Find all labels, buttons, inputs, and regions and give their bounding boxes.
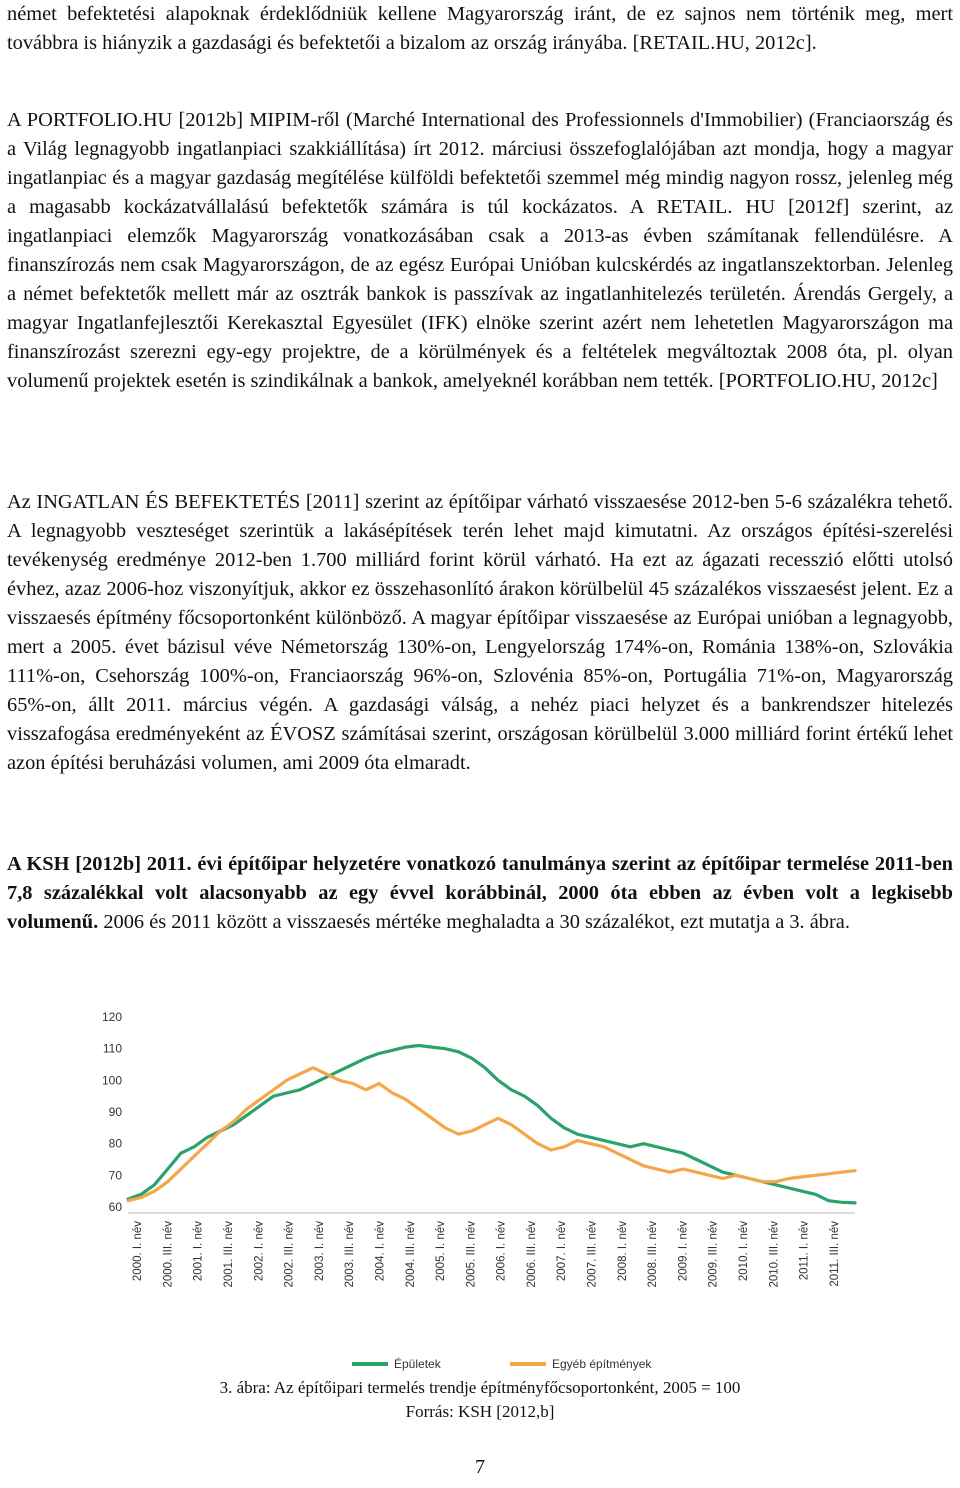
x-tick-label: 2003. I. név xyxy=(313,1221,326,1282)
y-tick-label: 60 xyxy=(108,1200,122,1214)
series-line-egyeb xyxy=(128,1068,855,1201)
page-number: 7 xyxy=(475,1456,485,1478)
x-tick-label: 2003. III. név xyxy=(344,1221,357,1288)
x-tick-label: 2000. I. név xyxy=(132,1221,145,1282)
paragraph-3: Az INGATLAN ÉS BEFEKTETÉS [2011] szerint az építőipar várható visszaesése 2012-ben 5-6 százalékra tehető. A legnagyobb veszteséget szerintük a lakásépítések terén lehet majd kimutatni. Az országos építési-szerelési tevékenység eredménye 2012-ben 1.700 milliárd forint körül várható. Ha ezt az ágazati recesszió előtti utolsó évhez, azaz 2006-hoz viszonyítjuk, akkor ez összehasonlító árakon körülbelül 45 százalékos visszaesést jelent. Ez a visszaesés építmény főcsoportonként különböző. A magyar építőipar visszaesése az Európai unióban a legnagyobb, mert a 2005. évet bázisul véve Németország 130%-on, Lengyelország 174%-on, Románia 138%-on, Szlovákia 111%-on, Csehország 100%-on, Franciaország 96%-on, Szlovénia 85%-on, Portugália 71%-on, Magyarország 65%-on, állt 2011. március végén. A gazdasági válság, a nehéz piaci helyzet és a bankrendszer hitelezés visszafogása eredményeként az ÉVOSZ számításai szerint, országosan körülbelül 3.000 milliárd forint értékű lehet azon építési beruházási volumen, ami 2009 óta elmaradt. xyxy=(7,491,953,774)
y-tick-label: 80 xyxy=(108,1136,122,1151)
x-tick-label: 2002. III. név xyxy=(283,1221,296,1288)
y-tick-label: 70 xyxy=(108,1168,122,1183)
paragraph-2: A PORTFOLIO.HU [2012b] MIPIM-ről (Marché International des Professionnels d'Immobilier) (Franciaország és a Világ legnagyobb ingatlanpiaci szakkiállítása) írt 2012. márciusi összefoglalójában azt mondja, hogy a magyar ingatlanpiac és a magyar gazdaság megítélése külföldi befektetői szemmel még mindig nagyon rossz, jelenleg még a magasabb kockázatvállalású befektetők számára is túl kockázatos. A RETAIL. HU [2012f] szerint, az ingatlanpiaci elemzők Magyarország vonatkozásában csak a 2013-as évben számítanak fellendülésre. A finanszírozás nem csak Magyarországon, de az egész Európai Unióban kulcskérdés az ingatlanszektorban. Jelenleg a német befektetők mellett már az osztrák bankok is passzívak az ingatlanhitelezés területén. Árendás Gergely, a magyar Ingatlanfejlesztői Kerekasztal Egyesület (IFK) elnöke szerint azért nem lehetetlen Magyarországon ma finanszírozást szerezni egy-egy projektre, de a körülmények és a feltételek megváltoztak 2008 óta, pl. olyan volumenű projektek esetén is szindikálnak a bankok, amelyeknél korábban nem tették. [PORTFOLIO.HU, 2012c] xyxy=(7,109,953,392)
paragraph-4-normal: 2006 és 2011 között a visszaesés mértéke meghaladta a 30 százalékot, ezt mutatja a 3. ábra. xyxy=(98,911,850,933)
construction-trend-chart xyxy=(90,1000,870,1380)
x-tick-label: 2004. III. név xyxy=(404,1221,417,1288)
y-tick-label: 100 xyxy=(101,1073,122,1088)
legend-label: Épületek xyxy=(394,1357,441,1371)
x-tick-label: 2009. I. név xyxy=(677,1221,690,1282)
x-tick-label: 2007. III. név xyxy=(586,1221,599,1288)
paragraph-1: német befektetési alapoknak érdeklődniük kellene Magyarország iránt, de ez sajnos nem történik meg, mert továbbra is hiányzik a gazdasági és befektetői a bizalom az ország irányába. [RETAIL.HU, 2012c]. xyxy=(7,3,953,54)
x-tick-label: 2005. I. név xyxy=(435,1221,448,1282)
x-tick-label: 2001. I. név xyxy=(192,1221,205,1282)
x-tick-label: 2004. I. név xyxy=(374,1221,387,1282)
paragraph-4-bold: A KSH [2012b] 2011. évi építőipar helyzetére vonatkozó tanulmánya szerint az építőipar termelése 2011-ben 7,8 százalékkal volt alacsonyabb az egy évvel korábbinál, 2000 óta ebben az évben volt a legkisebb volumenű. xyxy=(7,853,953,933)
x-tick-label: 2010. III. név xyxy=(768,1221,781,1288)
x-tick-label: 2009. III. név xyxy=(707,1221,720,1288)
y-tick-label: 90 xyxy=(108,1105,122,1119)
figure-source: Forrás: KSH [2012,b] xyxy=(405,1402,555,1421)
x-tick-label: 2010. I. név xyxy=(737,1221,750,1282)
x-tick-label: 2002. I. név xyxy=(253,1221,266,1282)
x-tick-label: 2000. III. név xyxy=(162,1221,175,1288)
x-tick-label: 2008. III. név xyxy=(647,1221,660,1288)
x-tick-label: 2011. III. név xyxy=(828,1221,841,1287)
legend-label: Egyéb építmények xyxy=(552,1357,652,1371)
x-tick-label: 2005. III. név xyxy=(465,1221,478,1288)
figure-caption: 3. ábra: Az építőipari termelés trendje építményfőcsoportonként, 2005 = 100 xyxy=(219,1378,741,1397)
paragraph-4 xyxy=(7,850,953,937)
x-tick-label: 2001. III. név xyxy=(223,1221,236,1288)
x-tick-label: 2011. I. név xyxy=(798,1221,811,1281)
x-tick-label: 2006. I. név xyxy=(495,1221,508,1282)
x-tick-label: 2006. III. név xyxy=(525,1221,538,1288)
x-tick-label: 2008. I. név xyxy=(616,1221,629,1282)
y-tick-label: 120 xyxy=(101,1010,122,1024)
x-tick-label: 2007. I. név xyxy=(556,1221,569,1282)
y-tick-label: 110 xyxy=(102,1041,122,1056)
